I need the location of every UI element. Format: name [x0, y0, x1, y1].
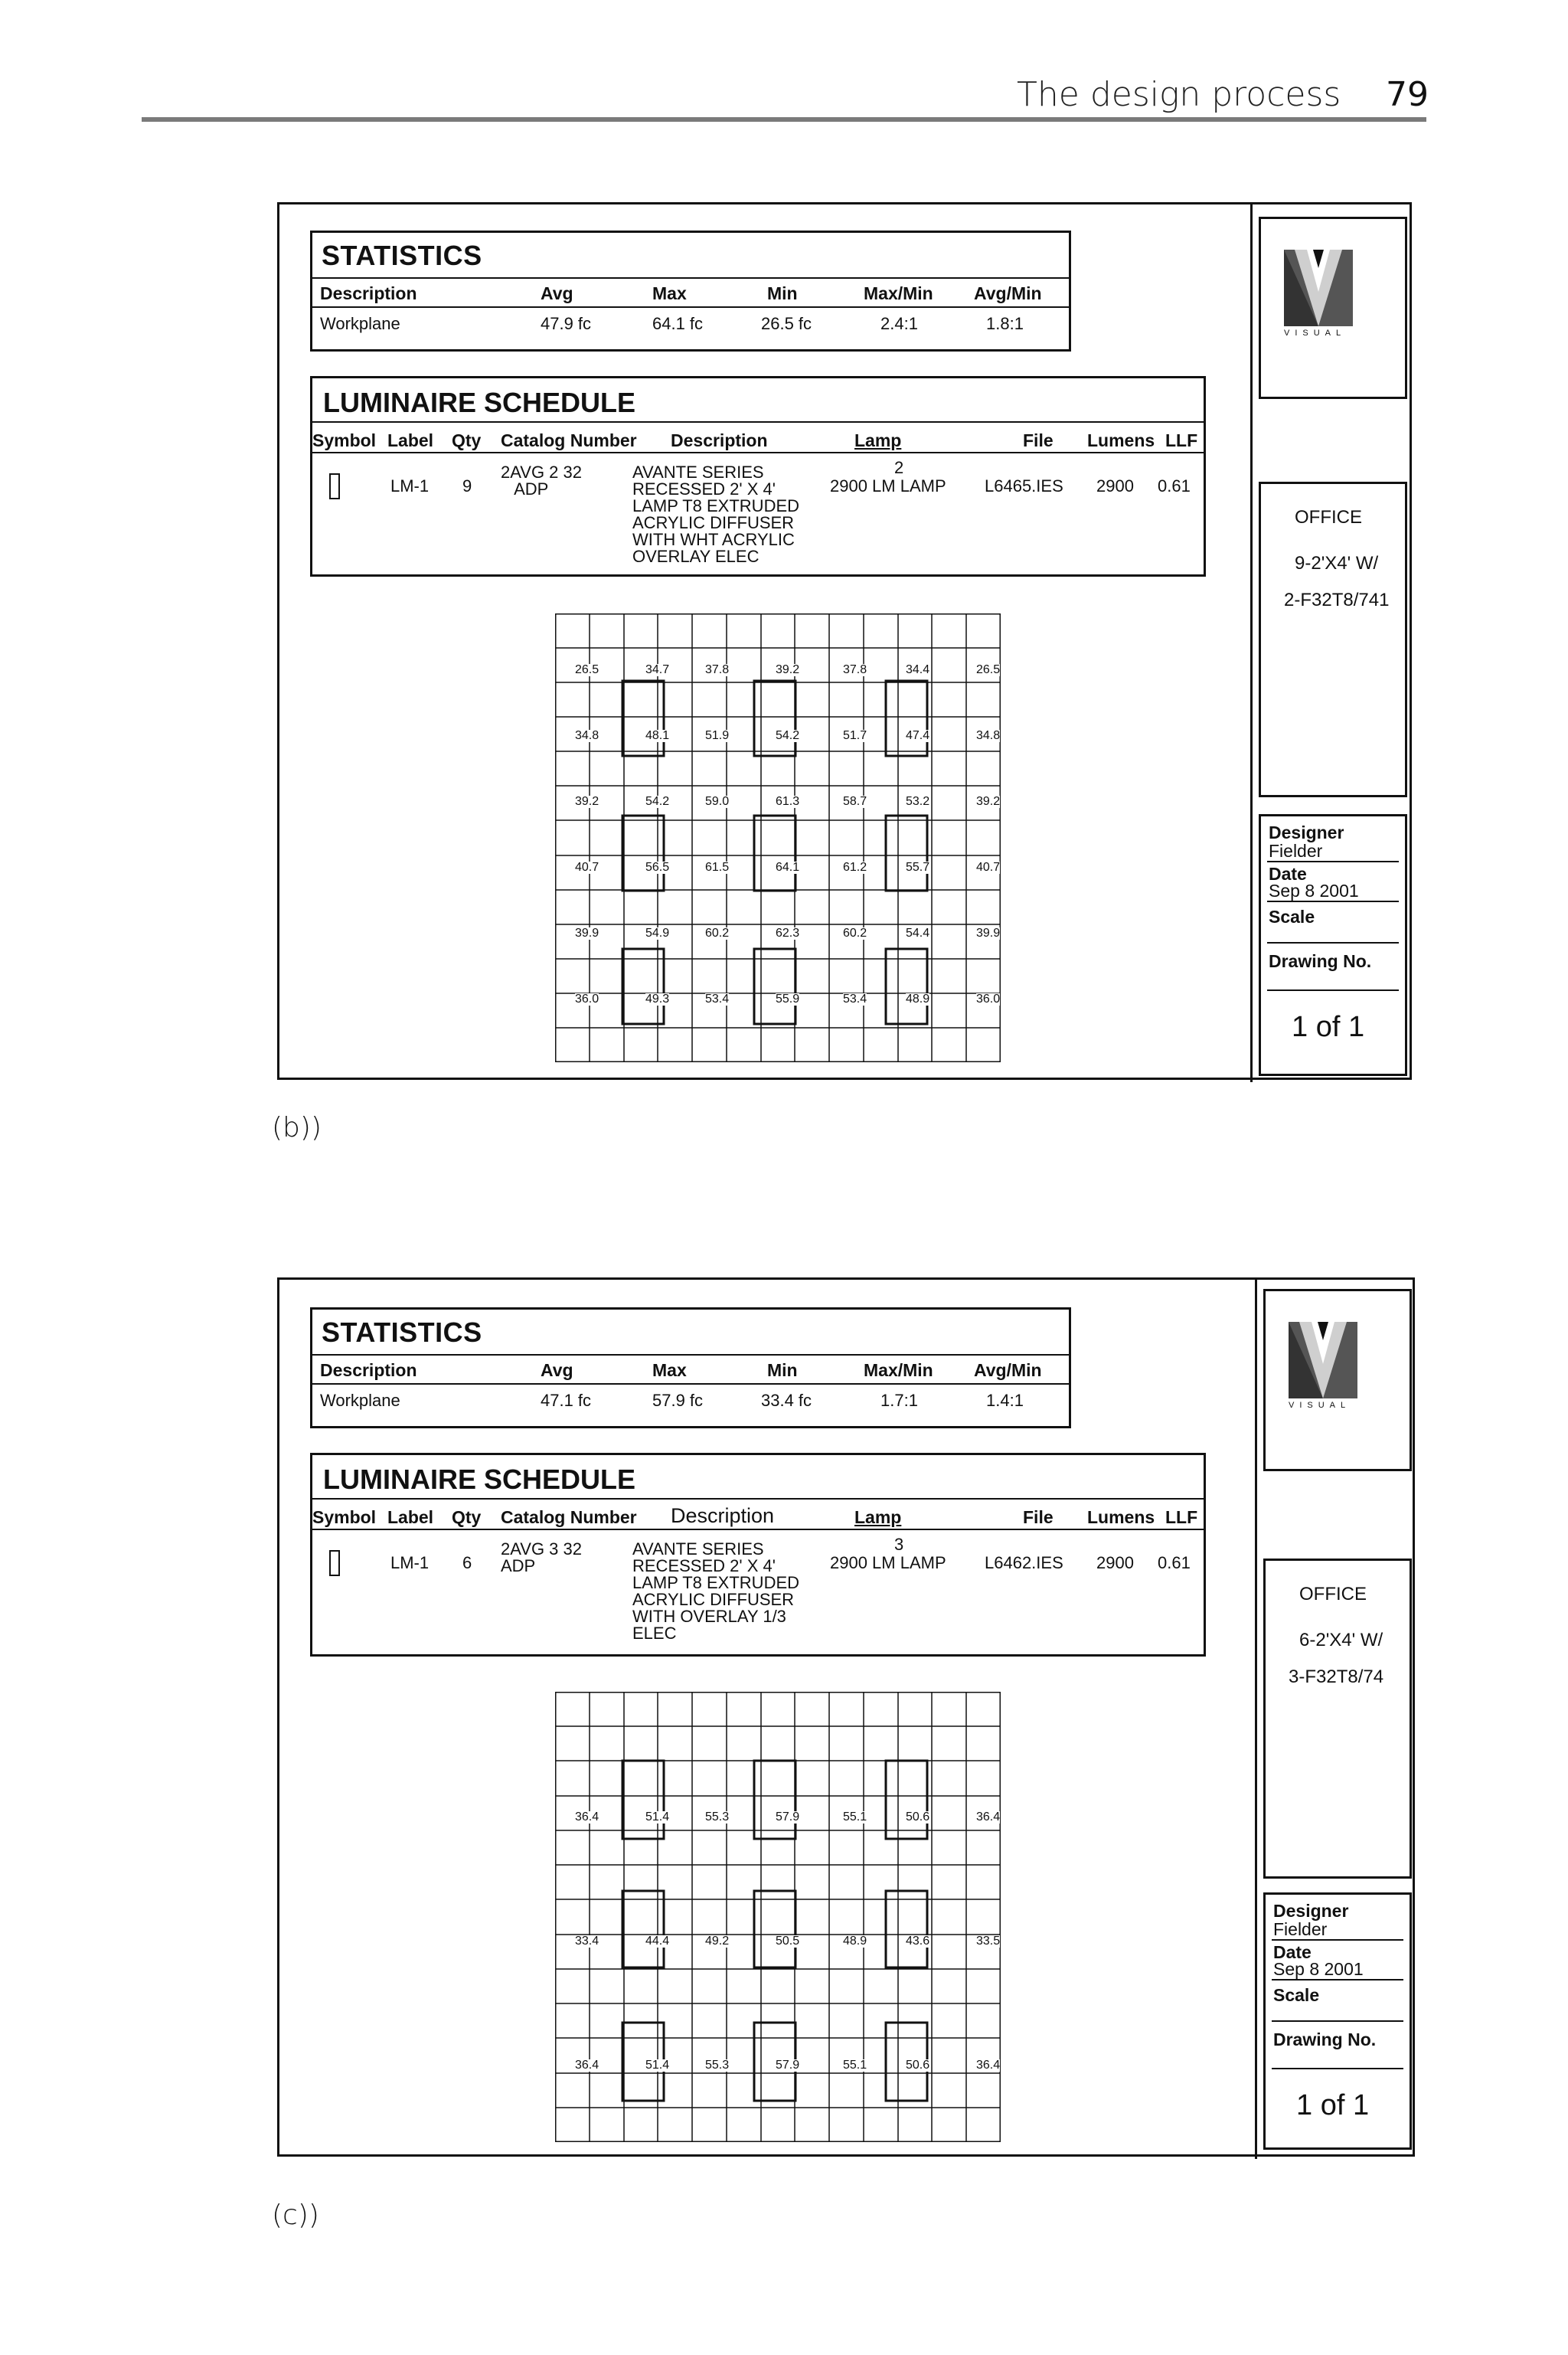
- grid-value: 60.2: [843, 927, 867, 940]
- statistics-table: [310, 231, 1071, 352]
- luminaire-symbol-icon: [329, 1550, 340, 1576]
- designer-rule: [1267, 861, 1399, 862]
- illuminance-grid: [555, 613, 1001, 1062]
- grid-value: 48.9: [906, 993, 930, 1006]
- lamp-spec: 2-F32T8/741: [1284, 590, 1390, 610]
- stat-header-min: Min: [767, 1360, 798, 1380]
- luminaire-schedule: [310, 376, 1206, 577]
- sched-cell-llf: 0.61: [1158, 476, 1191, 496]
- grid-value: 33.4: [575, 1935, 599, 1948]
- sched-header-lumens: Lumens: [1087, 1507, 1155, 1527]
- scale-label: Scale: [1273, 1985, 1320, 2005]
- sched-header-label: Label: [387, 1507, 434, 1527]
- header-rule: [142, 117, 1426, 122]
- grid-value: 36.4: [976, 1810, 1001, 1823]
- sched-header-catalog: Catalog Number: [501, 1507, 637, 1527]
- drawing-no-rule: [1272, 2068, 1403, 2069]
- luminaire-outline: [886, 949, 930, 1024]
- grid-value: 36.0: [976, 993, 1001, 1006]
- sched-header-label: Label: [387, 430, 434, 450]
- sched-cell-lamp: 2900 LM LAMP: [830, 476, 946, 496]
- stat-header-avg: Avg: [541, 1360, 573, 1380]
- luminaire-outline: [886, 1891, 930, 1967]
- statistics-header-rule: [312, 306, 1069, 308]
- luminaire-outline: [754, 1761, 795, 1839]
- room-name: OFFICE: [1295, 507, 1362, 528]
- stat-cell-max: 64.1 fc: [652, 314, 704, 333]
- stat-cell-avg-min: 1.4:1: [986, 1391, 1024, 1410]
- room-info-panel: [1263, 1559, 1412, 1879]
- schedule-title-rule: [312, 1498, 1204, 1500]
- grid-value: 55.7: [906, 861, 930, 874]
- grid-value: 33.5: [976, 1935, 1001, 1948]
- sched-header-description: Description: [671, 430, 768, 450]
- grid-value: 50.5: [776, 1935, 800, 1948]
- sched-header-lumens: Lumens: [1087, 430, 1155, 450]
- stat-header-max: Max: [652, 1360, 687, 1380]
- fixture-spec: 6-2'X4' W/: [1299, 1630, 1383, 1650]
- grid-value: 26.5: [976, 663, 1001, 676]
- visual-logo-icon: [1289, 1322, 1357, 1398]
- designer-name: Fielder: [1269, 841, 1323, 861]
- stat-header-min: Min: [767, 283, 798, 303]
- figure-label: (c)): [272, 2200, 319, 2231]
- grid-value: 36.4: [976, 2059, 1001, 2072]
- running-head-title: The design process: [1017, 75, 1341, 114]
- sched-cell-qty: 9: [462, 476, 472, 496]
- grid-value: 55.3: [705, 1810, 730, 1823]
- schedule-header-rule: [312, 1529, 1204, 1530]
- logo-panel: [1259, 217, 1407, 399]
- sched-header-description: Description: [671, 1504, 775, 1527]
- grid-value: 40.7: [976, 861, 1001, 874]
- stat-cell-min: 26.5 fc: [761, 314, 812, 333]
- sched-cell-qty: 6: [462, 1553, 472, 1572]
- room-name: OFFICE: [1299, 1584, 1367, 1604]
- grid-value: 50.6: [906, 2059, 930, 2072]
- grid-value: 55.1: [843, 1810, 867, 1823]
- stat-header-max: Max: [652, 283, 687, 303]
- stat-cell-avg: 47.9 fc: [541, 314, 592, 333]
- luminaire-outline: [754, 816, 795, 891]
- grid-value: 36.4: [575, 2059, 599, 2072]
- scale-rule: [1267, 942, 1399, 944]
- grid-value: 40.7: [575, 861, 599, 874]
- sched-cell-catalog: 2AVG 2 32 ADP: [501, 463, 582, 499]
- grid-value: 57.9: [776, 2059, 800, 2072]
- stat-header-max-min: Max/Min: [864, 1360, 933, 1380]
- designer-rule: [1272, 1939, 1403, 1941]
- grid-value: 51.4: [645, 1810, 670, 1823]
- grid-value: 54.9: [645, 927, 670, 940]
- sched-cell-llf: 0.61: [1158, 1553, 1191, 1572]
- sched-header-llf: LLF: [1165, 430, 1198, 450]
- luminaire-outline: [754, 681, 795, 756]
- grid-value: 37.8: [843, 663, 867, 676]
- designer-panel: [1259, 814, 1407, 1076]
- statistics-title: STATISTICS: [322, 1317, 482, 1348]
- statistics-table: [310, 1307, 1071, 1428]
- grid-value: 53.4: [843, 993, 867, 1006]
- grid-value: 51.9: [705, 729, 730, 742]
- grid-value: 34.4: [906, 663, 930, 676]
- grid-value: 26.5: [575, 663, 599, 676]
- stat-header-description: Description: [320, 1360, 417, 1380]
- scale-label: Scale: [1269, 907, 1315, 927]
- grid-value: 56.5: [645, 861, 670, 874]
- logo-wordmark: VISUAL: [1284, 329, 1347, 338]
- grid-value: 53.2: [906, 795, 930, 808]
- stat-cell-description: Workplane: [320, 314, 400, 333]
- grid-value: 61.5: [705, 861, 730, 874]
- designer-label: Designer: [1269, 823, 1344, 842]
- logo-panel: [1263, 1289, 1412, 1471]
- stat-cell-min: 33.4 fc: [761, 1391, 812, 1410]
- schedule-title: LUMINAIRE SCHEDULE: [323, 1464, 636, 1495]
- grid-value: 54.2: [645, 795, 670, 808]
- grid-value: 60.2: [705, 927, 730, 940]
- sched-cell-description: AVANTE SERIES RECESSED 2' X 4' LAMP T8 EXTRUDED ACRYLIC DIFFUSER WITH WHT ACRYLIC OVERLAY ELEC: [632, 463, 800, 566]
- statistics-title: STATISTICS: [322, 240, 482, 271]
- grid-value: 36.4: [575, 1810, 599, 1823]
- grid-value: 50.6: [906, 1810, 930, 1823]
- page-number: 79: [1386, 75, 1429, 114]
- grid-value: 55.9: [776, 993, 800, 1006]
- schedule-header-rule: [312, 452, 1204, 453]
- statistics-title-rule: [312, 1354, 1069, 1356]
- illuminance-grid: [555, 1692, 1001, 2142]
- figure-label: (b)): [272, 1112, 322, 1143]
- fixture-spec: 9-2'X4' W/: [1295, 553, 1379, 574]
- date-value: Sep 8 2001: [1273, 1959, 1364, 1979]
- sched-cell-catalog: 2AVG 3 32 ADP: [501, 1539, 582, 1575]
- grid-value: 55.3: [705, 2059, 730, 2072]
- grid-value: 37.8: [705, 663, 730, 676]
- stat-header-avg: Avg: [541, 283, 573, 303]
- grid-value: 48.9: [843, 1935, 867, 1948]
- sched-header-file: File: [1023, 1507, 1054, 1527]
- sheet-count: 1 of 1: [1296, 2089, 1370, 2121]
- stat-cell-max-min: 2.4:1: [880, 314, 918, 333]
- grid-lines: [555, 1692, 1001, 2142]
- sched-cell-lamp-count: 3: [894, 1535, 904, 1554]
- drawing-sheet: [277, 202, 1412, 1080]
- stat-cell-max-min: 1.7:1: [880, 1391, 918, 1410]
- grid-value: 34.7: [645, 663, 670, 676]
- sched-cell-label: LM-1: [390, 1553, 430, 1572]
- stat-cell-description: Workplane: [320, 1391, 400, 1410]
- schedule-title: LUMINAIRE SCHEDULE: [323, 387, 636, 418]
- title-block: [1250, 204, 1414, 1082]
- drawing-no-rule: [1267, 989, 1399, 991]
- stat-cell-avg-min: 1.8:1: [986, 314, 1024, 333]
- stat-cell-max: 57.9 fc: [652, 1391, 704, 1410]
- grid-value: 51.4: [645, 2059, 670, 2072]
- grid-value: 59.0: [705, 795, 730, 808]
- sched-cell-lamp-count: 2: [894, 458, 904, 477]
- drawing-no-label: Drawing No.: [1269, 951, 1372, 971]
- designer-panel: [1263, 1892, 1412, 2150]
- grid-value: 49.3: [645, 993, 670, 1006]
- grid-value: 53.4: [705, 993, 730, 1006]
- luminaire-outline: [886, 1761, 930, 1839]
- grid-value: 49.2: [705, 1935, 730, 1948]
- date-label: Date: [1269, 864, 1307, 884]
- grid-value: 34.8: [976, 729, 1001, 742]
- grid-value: 54.2: [776, 729, 800, 742]
- grid-value: 39.9: [575, 927, 599, 940]
- stat-header-max-min: Max/Min: [864, 283, 933, 303]
- grid-value: 57.9: [776, 1810, 800, 1823]
- visual-logo-icon: [1284, 250, 1353, 326]
- date-rule: [1267, 901, 1399, 902]
- designer-name: Fielder: [1273, 1919, 1328, 1939]
- drawing-sheet: [277, 1277, 1415, 2157]
- statistics-header-rule: [312, 1383, 1069, 1385]
- lamp-spec: 3-F32T8/74: [1289, 1666, 1384, 1687]
- grid-value: 44.4: [645, 1935, 670, 1948]
- sched-header-qty: Qty: [452, 1507, 482, 1527]
- sched-header-file: File: [1023, 430, 1054, 450]
- grid-value: 48.1: [645, 729, 670, 742]
- sched-header-lamp: Lamp: [854, 1507, 902, 1527]
- luminaire-outline: [886, 681, 930, 756]
- grid-value: 39.2: [776, 663, 800, 676]
- grid-value: 43.6: [906, 1935, 930, 1948]
- designer-label: Designer: [1273, 1901, 1349, 1921]
- stat-cell-avg: 47.1 fc: [541, 1391, 592, 1410]
- sched-header-lamp: Lamp: [854, 430, 902, 450]
- grid-value: 58.7: [843, 795, 867, 808]
- sched-header-qty: Qty: [452, 430, 482, 450]
- date-rule: [1272, 1979, 1403, 1980]
- grid-value: 64.1: [776, 861, 800, 874]
- grid-value: 55.1: [843, 2059, 867, 2072]
- luminaire-outline: [754, 949, 795, 1024]
- grid-value: 47.4: [906, 729, 930, 742]
- grid-value: 62.3: [776, 927, 800, 940]
- grid-value: 54.4: [906, 927, 930, 940]
- sched-cell-file: L6465.IES: [985, 476, 1063, 496]
- grid-value: 39.9: [976, 927, 1001, 940]
- sheet-count: 1 of 1: [1292, 1011, 1365, 1043]
- sched-header-symbol: Symbol: [312, 1507, 377, 1527]
- luminaire-outline: [754, 1891, 795, 1967]
- statistics-title-rule: [312, 277, 1069, 279]
- grid-value: 51.7: [843, 729, 867, 742]
- sched-cell-lumens: 2900: [1096, 1553, 1134, 1572]
- sched-cell-file: L6462.IES: [985, 1553, 1063, 1572]
- sched-cell-label: LM-1: [390, 476, 430, 496]
- sched-header-symbol: Symbol: [312, 430, 377, 450]
- room-info-panel: [1259, 482, 1407, 797]
- stat-header-description: Description: [320, 283, 417, 303]
- sched-cell-lamp: 2900 LM LAMP: [830, 1553, 946, 1572]
- grid-value: 34.8: [575, 729, 599, 742]
- grid-value: 39.2: [575, 795, 599, 808]
- grid-value: 39.2: [976, 795, 1001, 808]
- grid-value: 61.3: [776, 795, 800, 808]
- luminaire-outline: [886, 816, 930, 891]
- sched-cell-lumens: 2900: [1096, 476, 1134, 496]
- logo-wordmark: VISUAL: [1289, 1401, 1351, 1410]
- scale-rule: [1272, 2020, 1403, 2022]
- date-label: Date: [1273, 1942, 1312, 1962]
- date-value: Sep 8 2001: [1269, 881, 1359, 901]
- sched-header-catalog: Catalog Number: [501, 430, 637, 450]
- grid-value: 61.2: [843, 861, 867, 874]
- sched-cell-description: AVANTE SERIES RECESSED 2' X 4' LAMP T8 EXTRUDED ACRYLIC DIFFUSER WITH OVERLAY 1/3 ELEC: [632, 1539, 800, 1643]
- luminaire-schedule: [310, 1453, 1206, 1657]
- sched-header-llf: LLF: [1165, 1507, 1198, 1527]
- luminaire-symbol-icon: [329, 473, 340, 499]
- stat-header-avg-min: Avg/Min: [974, 283, 1042, 303]
- schedule-title-rule: [312, 421, 1204, 423]
- title-block: [1255, 1280, 1417, 2159]
- grid-value: 36.0: [575, 993, 599, 1006]
- stat-header-avg-min: Avg/Min: [974, 1360, 1042, 1380]
- drawing-no-label: Drawing No.: [1273, 2030, 1377, 2049]
